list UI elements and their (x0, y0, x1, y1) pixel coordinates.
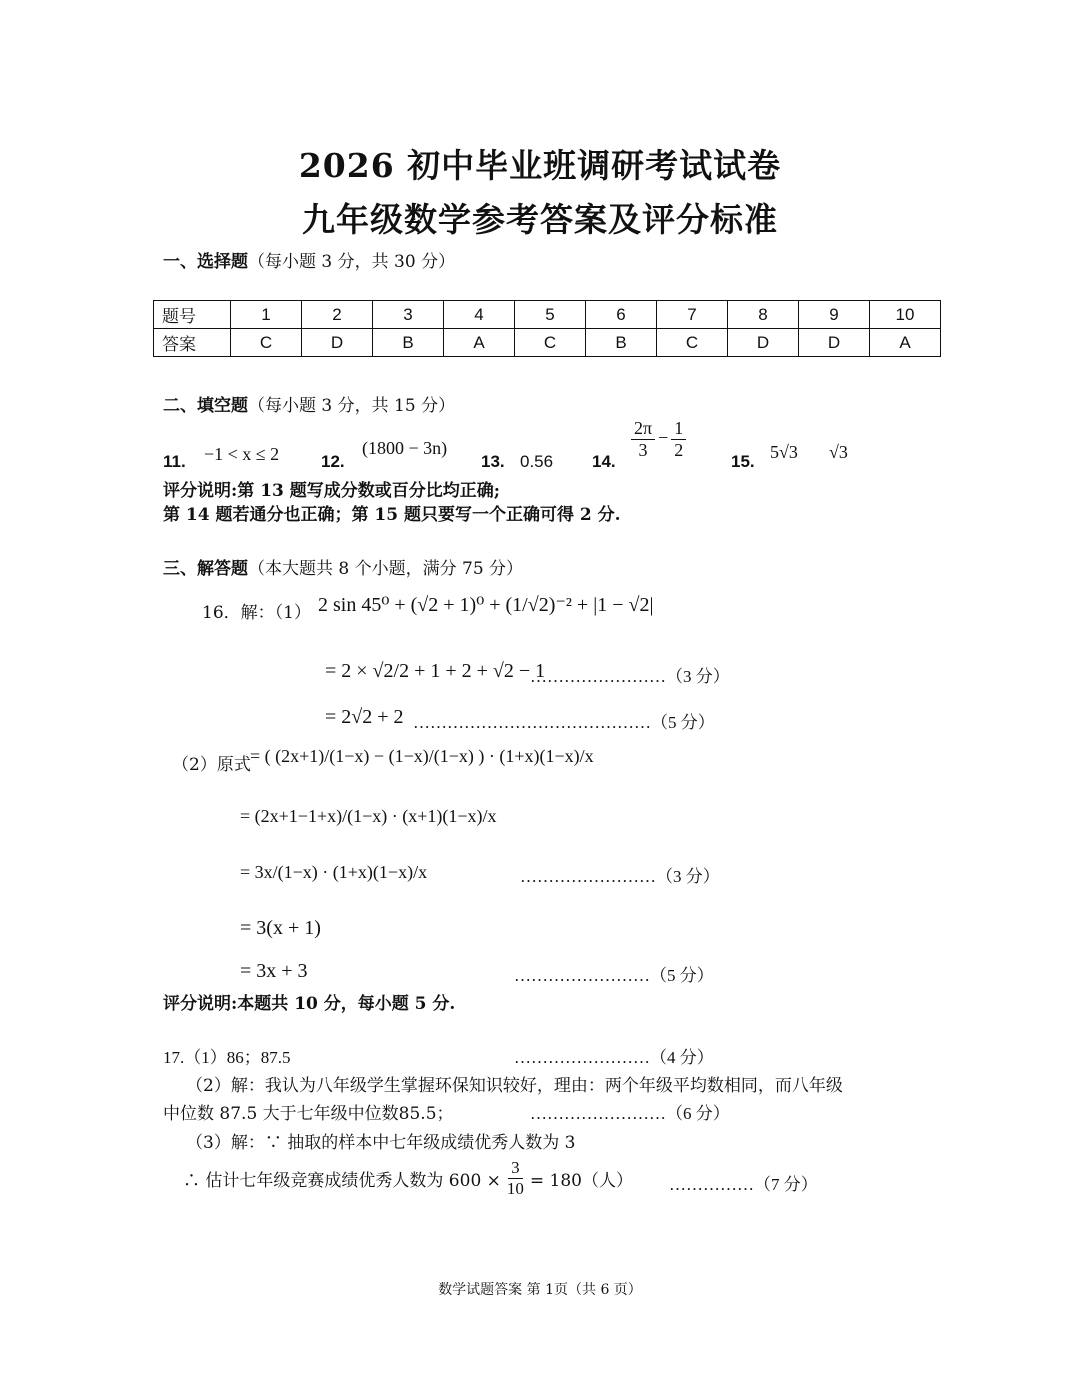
section-3-heading: 三、解答题 (163, 559, 248, 579)
section-2-scoring-2: 第 14 题若通分也正确；第 15 题只要写一个正确可得 2 分. (163, 505, 621, 525)
table-cell: C (515, 329, 586, 357)
q16-line-b: = (2x+1−1+x)/(1−x) · (x+1)(1−x)/x (240, 806, 497, 826)
q16-line-e: = 3x + 3 (240, 960, 308, 982)
table-cell: 1 (231, 301, 302, 329)
section-2-note: （每小题 3 分，共 15 分） (248, 396, 456, 416)
q11-answer: −1 < x ≤ 2 (204, 444, 280, 464)
q17-part-2-line-1: （2）解：我认为八年级学生掌握环保知识较好，理由：两个年级平均数相同，而八年级 (186, 1076, 843, 1096)
table-cell: A (444, 329, 515, 357)
table-cell: D (728, 329, 799, 357)
q13-answer: 0.56 (520, 452, 554, 471)
table-cell: 2 (302, 301, 373, 329)
page-subtitle: 九年级数学参考答案及评分标准 (302, 200, 778, 239)
q16-scoring: 评分说明:本题共 10 分，每小题 5 分. (163, 994, 456, 1014)
q15-answer-a: 5√3 (770, 442, 798, 462)
page-title: 2026 初中毕业班调研考试试卷 (298, 146, 782, 185)
q14-numerator-b: 1 (671, 418, 686, 440)
table-cell: 3 (373, 301, 444, 329)
table-cell: D (799, 329, 870, 357)
q16-step-2-score: ……………………………………（5 分） (413, 713, 715, 732)
q14-minus: − (658, 427, 669, 448)
table-cell: 7 (657, 301, 728, 329)
q17-part-3-prefix: ∴ 估计七年级竞赛成绩优秀人数为 600 × (183, 1170, 501, 1191)
q16-step-1-score: ……………………（3 分） (530, 667, 730, 686)
q17-part-2-score: ……………………（6 分） (530, 1104, 730, 1123)
q16-expression: 2 sin 45⁰ + (√2 + 1)⁰ + (1/√2)⁻² + |1 − √2| (318, 594, 654, 616)
q16-line-c-score: ……………………（3 分） (520, 867, 720, 886)
q17-fraction (504, 1158, 527, 1198)
section-2-title (163, 391, 455, 416)
table-cell: C (657, 329, 728, 357)
q12-number: 12. (321, 452, 345, 471)
q15-number: 15. (731, 452, 755, 471)
section-3-note: （本大题共 8 个小题，满分 75 分） (248, 559, 524, 579)
q14-answer (628, 418, 689, 460)
table-cell: 6 (586, 301, 657, 329)
q14-numerator-a: 2π (631, 418, 655, 440)
answer-table (153, 300, 941, 357)
q16-label: 16．解：（1） (202, 603, 311, 623)
q17-part-1-score: ……………………（4 分） (514, 1048, 714, 1067)
q17-denominator: 10 (506, 1178, 524, 1198)
q14-fraction-a (631, 418, 655, 460)
section-2-heading: 二、填空题 (163, 396, 248, 416)
q14-number: 14. (592, 452, 616, 471)
section-1-title (163, 247, 455, 272)
q14-denominator-a: 3 (638, 439, 648, 460)
q14-denominator-b: 2 (674, 439, 684, 460)
table-cell: 8 (728, 301, 799, 329)
table-header-answer: 答案 (154, 329, 231, 357)
q17-numerator: 3 (508, 1158, 523, 1179)
table-cell: C (231, 329, 302, 357)
q17-part-2-line-2: 中位数 87.5 大于七年级中位数85.5； (163, 1104, 454, 1124)
q14-fraction-b (671, 418, 686, 460)
q16-step-2: = 2√2 + 2 (325, 706, 404, 728)
page-footer: 数学试题答案 第 1页（共 6 页） (438, 1282, 642, 1298)
q16-step-1: = 2 × √2/2 + 1 + 2 + √2 − 1 (325, 660, 546, 682)
q17-part-1: 17.（1）86；87.5 (163, 1048, 291, 1067)
table-row-answers (154, 329, 941, 357)
q16-line-c: = 3x/(1−x) · (1+x)(1−x)/x (240, 862, 428, 882)
q16-line-d: = 3(x + 1) (240, 917, 321, 939)
q16-line-a: = ( (2x+1)/(1−x) − (1−x)/(1−x) ) · (1+x)(1−x)/x (250, 746, 594, 766)
table-cell: 10 (870, 301, 941, 329)
section-1-note: （每小题 3 分，共 30 分） (248, 252, 456, 272)
q17-part-3-suffix: = 180（人） (529, 1170, 634, 1191)
table-row-numbers (154, 301, 941, 329)
table-cell: D (302, 329, 373, 357)
q17-part-3-line-1: （3）解：∵ 抽取的样本中七年级成绩优秀人数为 3 (186, 1133, 576, 1153)
table-cell: 4 (444, 301, 515, 329)
q17-part-3-score: ……………（7 分） (669, 1175, 818, 1194)
section-1-heading: 一、选择题 (163, 252, 248, 272)
q15-answer-b: √3 (829, 442, 848, 462)
table-cell: 5 (515, 301, 586, 329)
q12-answer: (1800 − 3n) (362, 438, 448, 458)
section-2-scoring-1: 评分说明:第 13 题写成分数或百分比均正确; (163, 481, 501, 501)
q13-number: 13. (481, 452, 505, 471)
section-3-title (163, 554, 523, 579)
table-cell: B (586, 329, 657, 357)
q11-number: 11. (163, 452, 186, 471)
table-cell: 9 (799, 301, 870, 329)
table-cell: B (373, 329, 444, 357)
q16-line-e-score: ……………………（5 分） (514, 966, 714, 985)
q17-part-3-line-2 (183, 1158, 633, 1198)
table-cell: A (870, 329, 941, 357)
table-header-number: 题号 (154, 301, 231, 329)
q16-part-2-label: （2）原式 (172, 755, 251, 775)
